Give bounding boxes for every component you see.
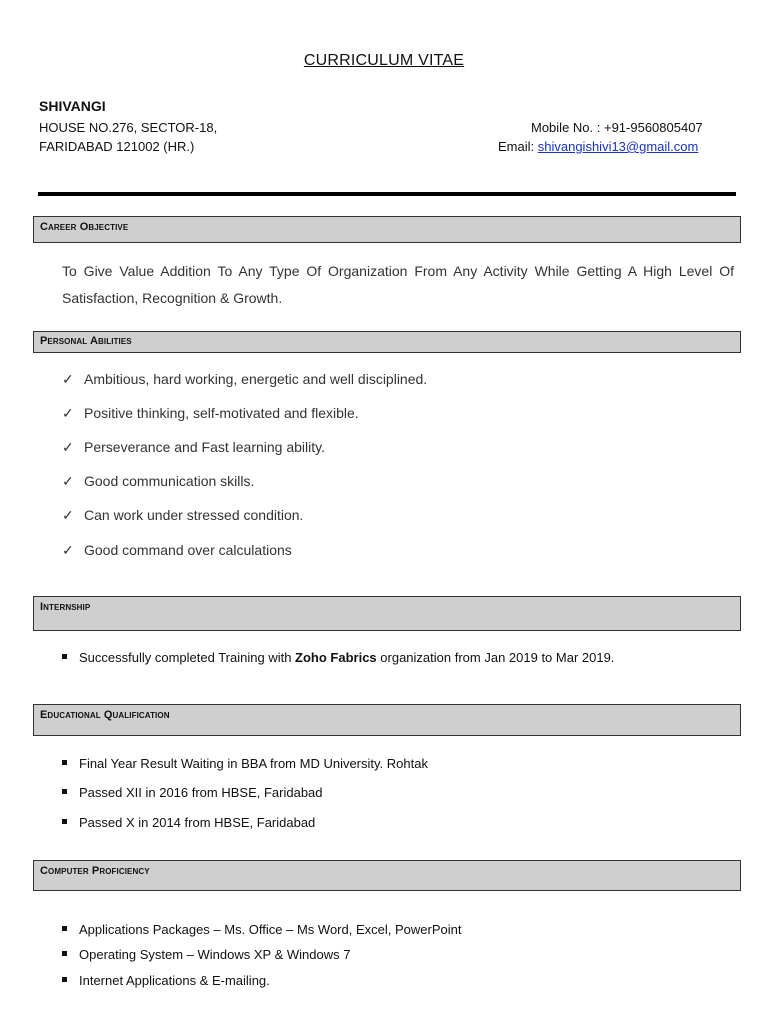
bullet-icon xyxy=(62,819,67,824)
section-header-personal-abilities xyxy=(33,331,741,353)
list-item: Passed XII in 2016 from HBSE, Faridabad xyxy=(62,785,323,800)
check-icon: ✓ xyxy=(62,439,74,455)
list-item: ✓ Ambitious, hard working, energetic and well disciplined. xyxy=(62,371,428,387)
bullet-icon xyxy=(62,977,67,982)
section-header-educational-qualification xyxy=(33,704,741,736)
candidate-name: SHIVANGI xyxy=(39,98,106,114)
company-name: Zoho Fabrics xyxy=(295,650,377,665)
email-label: Email: xyxy=(498,139,535,154)
list-item: Final Year Result Waiting in BBA from MD University. Rohtak xyxy=(62,756,428,771)
list-item: Passed X in 2014 from HBSE, Faridabad xyxy=(62,815,315,830)
list-item: ✓ Can work under stressed condition. xyxy=(62,507,304,523)
list-item: Operating System – Windows XP & Windows 7 xyxy=(62,947,350,962)
section-title: Educational Qualification xyxy=(40,709,170,721)
section-title: Computer Proficiency xyxy=(40,865,150,877)
check-icon: ✓ xyxy=(62,542,74,558)
email-row xyxy=(498,139,698,154)
bullet-icon xyxy=(62,760,67,765)
list-item: Internet Applications & E-mailing. xyxy=(62,973,270,988)
section-header-internship xyxy=(33,596,741,631)
section-title: Personal Abilities xyxy=(40,335,132,347)
address-line-2: FARIDABAD 121002 (HR.) xyxy=(39,139,195,154)
check-icon: ✓ xyxy=(62,473,74,489)
check-icon: ✓ xyxy=(62,371,74,387)
mobile-number: Mobile No. : +91-9560805407 xyxy=(531,120,703,135)
career-objective-text: To Give Value Addition To Any Type Of Organization From Any Activity While Getting A High Level Of Satisfaction, Recognition & Growth. xyxy=(62,263,734,306)
list-item: ✓ Good communication skills. xyxy=(62,473,255,489)
check-icon: ✓ xyxy=(62,507,74,523)
bullet-icon xyxy=(62,926,67,931)
section-header-computer-proficiency xyxy=(33,860,741,891)
check-icon: ✓ xyxy=(62,405,74,421)
address-line-1: HOUSE NO.276, SECTOR-18, xyxy=(39,120,218,135)
bullet-icon xyxy=(62,951,67,956)
list-item: ✓ Positive thinking, self-motivated and flexible. xyxy=(62,405,359,421)
section-title: Internship xyxy=(40,601,91,613)
document-title: CURRICULUM VITAE xyxy=(303,52,465,69)
bullet-icon xyxy=(62,789,67,794)
section-title: Career Objective xyxy=(40,221,129,233)
section-header-career-objective xyxy=(33,216,741,243)
internship-item: Successfully completed Training with Zoho Fabrics organization from Jan 2019 to Mar 2019. xyxy=(62,650,614,665)
list-item: ✓ Good command over calculations xyxy=(62,542,292,558)
header-divider xyxy=(38,192,736,196)
list-item: ✓ Perseverance and Fast learning ability. xyxy=(62,439,325,455)
list-item: Applications Packages – Ms. Office – Ms Word, Excel, PowerPoint xyxy=(62,922,461,937)
bullet-icon xyxy=(62,654,67,659)
email-link[interactable]: shivangishivi13@gmail.com xyxy=(537,139,699,154)
